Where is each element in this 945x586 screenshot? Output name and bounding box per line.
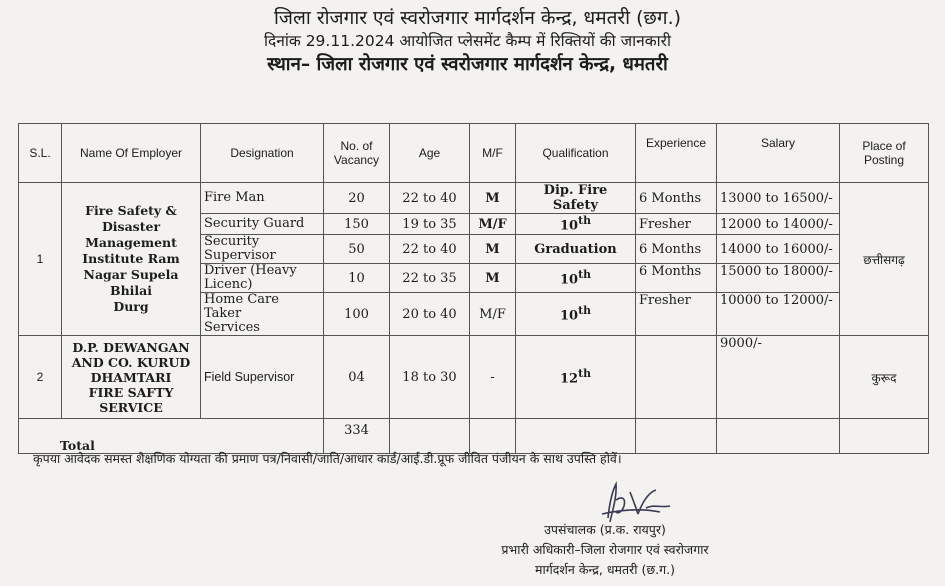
total-label: Total: [19, 419, 324, 454]
col-header-age: Age: [390, 124, 470, 183]
experience-cell: Fresher: [636, 214, 717, 235]
document-header: [0, 6, 945, 78]
signatory-office: प्रभारी अधिकारी–जिला रोजगार एवं स्वरोजगार: [501, 542, 709, 557]
col-header-salary: Salary: [717, 124, 840, 183]
vacancy-cell: 150: [324, 214, 390, 235]
age-cell: 22 to 35: [390, 264, 470, 293]
salary-cell: 14000 to 16000/-: [717, 235, 840, 264]
age-cell: 22 to 40: [390, 183, 470, 214]
experience-cell: 6 Months: [636, 183, 717, 214]
employer-name-cell: D.P. DEWANGAN AND CO. KURUD DHAMTARI FIRE SAFTY SERVICE: [62, 336, 201, 419]
salary-cell: 9000/-: [717, 336, 840, 419]
designation-cell: Driver (Heavy Licenc): [201, 264, 324, 293]
designation-cell: Field Supervisor: [201, 336, 324, 419]
designation-cell: Security Supervisor: [201, 235, 324, 264]
signatory-location: मार्गदर्शन केन्द्र, धमतरी (छ.ग.): [535, 562, 675, 577]
qualification-cell: 10th: [516, 264, 636, 293]
venue-line: स्थान– जिला रोजगार एवं स्वरोजगार मार्गदर्शन केन्द्र, धमतरी: [267, 54, 668, 75]
col-header-experience: Experience: [636, 124, 717, 183]
age-cell: 18 to 30: [390, 336, 470, 419]
col-header-sl: S.L.: [19, 124, 62, 183]
experience-cell: 6 Months: [636, 264, 717, 293]
vacancy-cell: 50: [324, 235, 390, 264]
signature-block: [455, 520, 755, 580]
col-header-designation: Designation: [201, 124, 324, 183]
col-header-posting: Place of Posting: [840, 124, 929, 183]
vacancy-cell: 04: [324, 336, 390, 419]
total-vacancy: 334: [324, 419, 390, 454]
vacancy-cell: 20: [324, 183, 390, 214]
age-cell: 20 to 40: [390, 293, 470, 336]
sl-cell: 1: [19, 183, 62, 336]
qualification-cell: 10th: [516, 214, 636, 235]
vacancy-cell: 10: [324, 264, 390, 293]
vacancy-cell: 100: [324, 293, 390, 336]
col-header-vacancy: No. of Vacancy: [324, 124, 390, 183]
qualification-cell: Dip. Fire Safety: [516, 183, 636, 214]
designation-cell: Home Care Taker Services: [201, 293, 324, 336]
age-cell: 22 to 40: [390, 235, 470, 264]
table-row: [19, 183, 929, 214]
signatory-designation: उपसंचालक (प्र.क. रायपुर): [544, 522, 666, 537]
vacancy-table: [18, 123, 929, 454]
sl-cell: 2: [19, 336, 62, 419]
qualification-cell: 10th: [516, 293, 636, 336]
designation-cell: Fire Man: [201, 183, 324, 214]
mf-cell: M: [470, 235, 516, 264]
table-header-row: [19, 124, 929, 183]
age-cell: 19 to 35: [390, 214, 470, 235]
posting-cell: छत्तीसगढ़: [840, 183, 929, 336]
qualification-cell: 12th: [516, 336, 636, 419]
mf-cell: -: [470, 336, 516, 419]
mf-cell: M: [470, 264, 516, 293]
table-row: [19, 336, 929, 419]
col-header-mf: M/F: [470, 124, 516, 183]
office-title: जिला रोजगार एवं स्वरोजगार मार्गदर्शन केन्द्र, धमतरी (छग.): [273, 7, 682, 29]
applicant-note: कृपया आवेदक समस्त शैक्षणिक योग्यता की प्रमाण पत्र/निवासी/जाति/आधार कार्ड/आई.डी.प्रूफ जीवित पंजीयन के साथ उपस्ति होवें।: [33, 451, 622, 466]
salary-cell: 13000 to 16500/-: [717, 183, 840, 214]
experience-cell: [636, 336, 717, 419]
salary-cell: 12000 to 14000/-: [717, 214, 840, 235]
mf-cell: M/F: [470, 293, 516, 336]
employer-name-cell: Fire Safety & Disaster Management Institute Ram Nagar Supela Bhilai Durg: [62, 183, 201, 336]
salary-cell: 10000 to 12000/-: [717, 293, 840, 336]
qualification-cell: Graduation: [516, 235, 636, 264]
mf-cell: M/F: [470, 214, 516, 235]
mf-cell: M: [470, 183, 516, 214]
designation-cell: Security Guard: [201, 214, 324, 235]
experience-cell: 6 Months: [636, 235, 717, 264]
total-row: [19, 419, 929, 454]
col-header-qualification: Qualification: [516, 124, 636, 183]
camp-date-line: दिनांक 29.11.2024 आयोजित प्लेसमेंट कैम्प में रिक्तियों की जानकारी: [264, 32, 671, 50]
posting-cell: कुरूद: [840, 336, 929, 419]
salary-cell: 15000 to 18000/-: [717, 264, 840, 293]
experience-cell: Fresher: [636, 293, 717, 336]
col-header-employer: Name Of Employer: [62, 124, 201, 183]
